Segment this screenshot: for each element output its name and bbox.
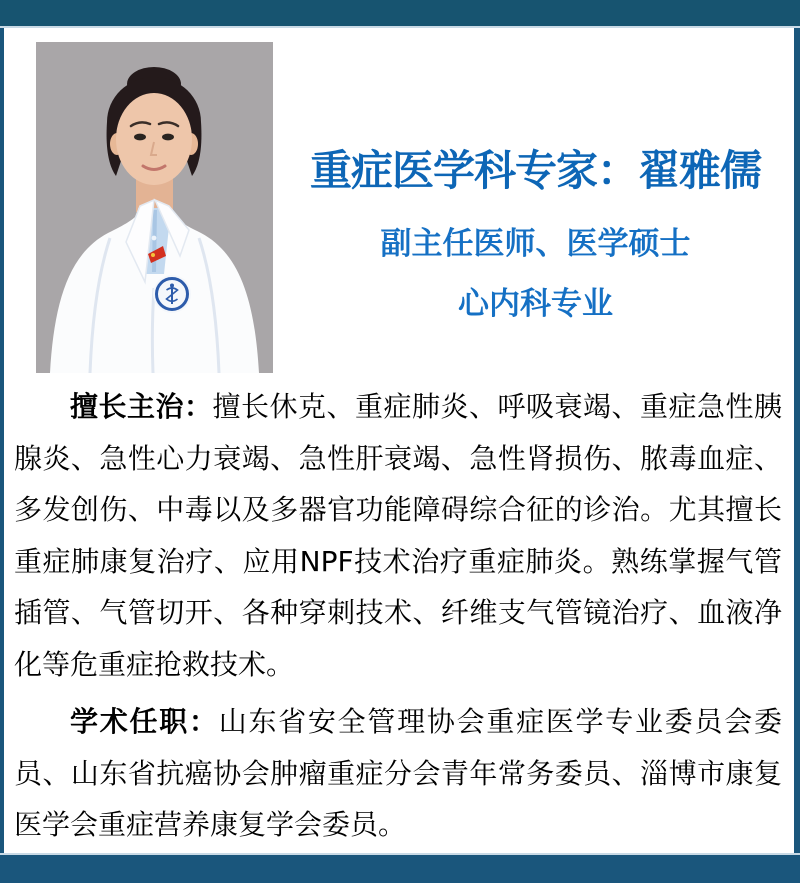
face bbox=[116, 93, 192, 185]
doctor-portrait-illustration bbox=[36, 42, 273, 373]
bottom-bar bbox=[0, 853, 800, 883]
bio-content bbox=[14, 381, 782, 851]
section-academic-text: 山东省安全管理协会重症医学专业委员会委员、山东省抗癌协会肿瘤重症分会青年常务委员、淄博市康复医学会重症营养康复学会委员。 bbox=[14, 705, 782, 841]
left-border bbox=[0, 28, 4, 853]
section-academic-label: 学术任职： bbox=[70, 705, 219, 738]
section-expertise-label: 擅长主治： bbox=[70, 390, 213, 423]
page-title: 重症医学科专家：翟雅儒 bbox=[309, 146, 761, 195]
hospital-badge-icon bbox=[153, 275, 191, 313]
header-block bbox=[285, 0, 786, 380]
section-expertise bbox=[14, 381, 782, 690]
doctor-photo bbox=[36, 42, 273, 373]
doctor-credentials: 副主任医师、医学硕士 bbox=[380, 226, 691, 262]
section-expertise-text: 擅长休克、重症肺炎、呼吸衰竭、重症急性胰腺炎、急性心力衰竭、急性肝衰竭、急性肾损伤、脓毒血症、多发创伤、中毒以及多器官功能障碍综合征的诊治。尤其擅长重症肺康复治疗、应用NPF技术治疗重症肺炎。熟练掌握气管插管、气管切开、各种穿刺技术、纤维支气管镜治疗、血液净化等危重症抢救技术。 bbox=[14, 390, 782, 681]
section-academic bbox=[14, 696, 782, 851]
doctor-specialty: 心内科专业 bbox=[458, 286, 613, 322]
right-border bbox=[794, 28, 800, 853]
